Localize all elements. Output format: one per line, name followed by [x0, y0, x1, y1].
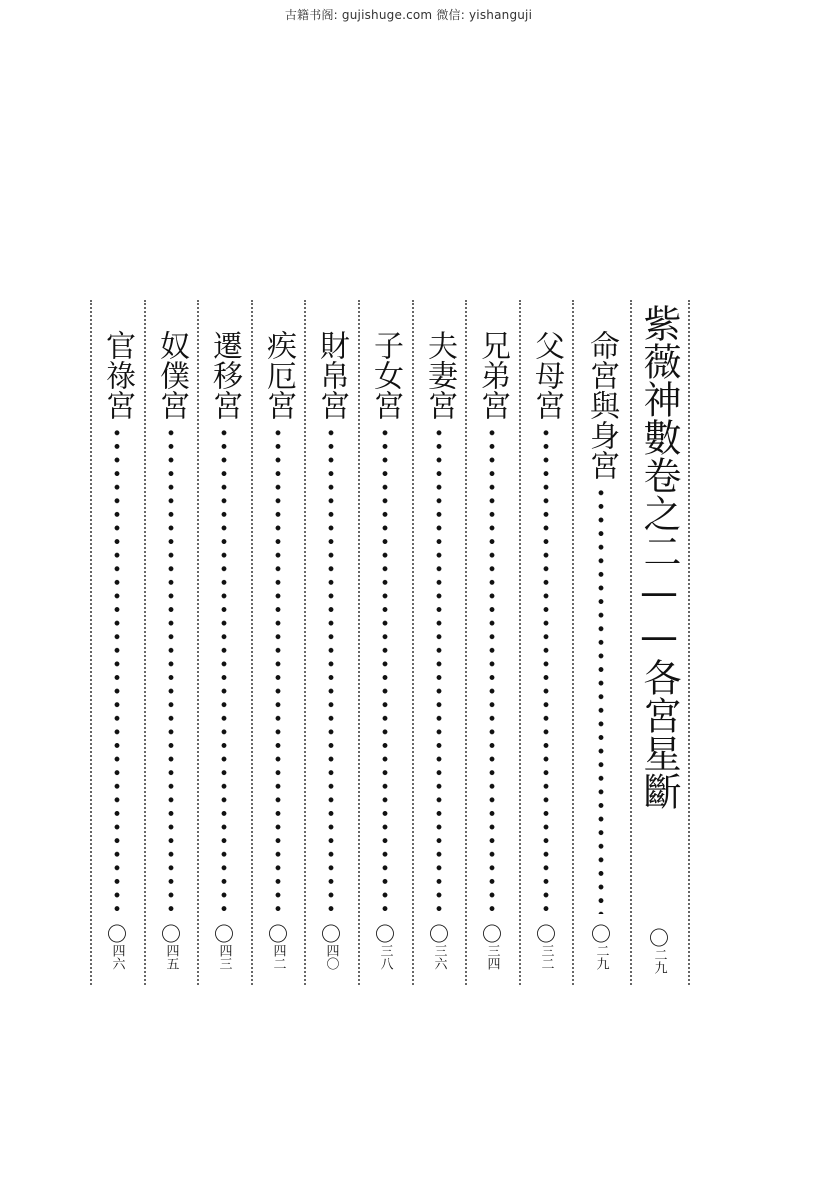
column-separator — [519, 300, 521, 985]
column-separator — [465, 300, 467, 985]
dot-leader — [275, 426, 281, 914]
column-separator — [304, 300, 306, 985]
column-separator — [572, 300, 574, 985]
page-number-digits: 二九 — [593, 944, 609, 970]
toc-entry — [368, 330, 402, 970]
page-number — [591, 924, 611, 970]
column-separator — [412, 300, 414, 985]
toc-entry — [261, 330, 295, 970]
chapter-title: 紫薇神數卷之二——各宮星斷 — [637, 304, 681, 810]
page-number-lead: 〇 — [107, 922, 127, 946]
page-number-lead: 〇 — [321, 922, 341, 946]
page-number-digits: 三四 — [484, 944, 500, 970]
page-number-lead: 〇 — [591, 922, 611, 946]
entry-label: 夫妻宮 — [422, 330, 457, 420]
page-number — [107, 924, 127, 970]
toc-entry — [529, 330, 563, 970]
dot-leader — [328, 426, 334, 914]
entry-label: 父母宮 — [529, 330, 564, 420]
column-separator — [144, 300, 146, 985]
dot-leader — [382, 426, 388, 914]
page-number-digits: 四〇 — [323, 944, 339, 970]
entry-label: 子女宮 — [368, 330, 403, 420]
page-number — [429, 924, 449, 970]
entry-label: 奴僕宮 — [154, 330, 189, 420]
dot-leader — [436, 426, 442, 914]
toc-title-column — [637, 304, 681, 974]
page-number — [321, 924, 341, 970]
page-number-digits: 三八 — [377, 944, 393, 970]
entry-label: 兄弟宮 — [475, 330, 510, 420]
dot-leader — [598, 486, 604, 914]
page-number — [536, 924, 556, 970]
page-number — [214, 924, 234, 970]
page-number-lead: 〇 — [375, 922, 395, 946]
column-separator — [630, 300, 632, 985]
page-number-lead: 〇 — [268, 922, 288, 946]
page-number — [268, 924, 288, 970]
entry-label: 疾厄宮 — [261, 330, 296, 420]
page-number-digits: 四三 — [216, 944, 232, 970]
column-separator — [358, 300, 360, 985]
entry-label: 財帛宮 — [314, 330, 349, 420]
watermark: 古籍书阁: gujishuge.com 微信: yishanguji — [284, 8, 533, 22]
dot-leader — [489, 426, 495, 914]
dot-leader — [114, 426, 120, 914]
page-number-digits: 四五 — [163, 944, 179, 970]
toc-entry — [314, 330, 348, 970]
toc-entry — [100, 330, 134, 970]
column-separator — [688, 300, 690, 985]
toc-entry — [475, 330, 509, 970]
table-of-contents — [90, 300, 690, 985]
toc-entry — [422, 330, 456, 970]
page-number — [161, 924, 181, 970]
toc-entry — [207, 330, 241, 970]
page-number-lead: 〇 — [214, 922, 234, 946]
entry-label: 官祿宮 — [100, 330, 135, 420]
dot-leader — [221, 426, 227, 914]
column-separator — [251, 300, 253, 985]
page-number — [375, 924, 395, 970]
page-number-digits: 三六 — [431, 944, 447, 970]
entry-label: 遷移宮 — [207, 330, 242, 420]
page-number-digits: 三二 — [538, 944, 554, 970]
page-number — [482, 924, 502, 970]
toc-entry — [584, 330, 618, 970]
column-separator — [197, 300, 199, 985]
page-number-lead: 〇 — [649, 926, 669, 950]
entry-label: 命宮與身宮 — [584, 330, 619, 480]
dot-leader — [168, 426, 174, 914]
page-number-digits: 四二 — [270, 944, 286, 970]
page-number-digits: 二九 — [651, 948, 667, 974]
page-number-lead: 〇 — [482, 922, 502, 946]
column-separator — [90, 300, 92, 985]
dot-leader — [543, 426, 549, 914]
page-number-lead: 〇 — [536, 922, 556, 946]
page-number-lead: 〇 — [161, 922, 181, 946]
page-number-digits: 四六 — [109, 944, 125, 970]
page-number — [649, 928, 669, 974]
page-number-lead: 〇 — [429, 922, 449, 946]
toc-entry — [154, 330, 188, 970]
